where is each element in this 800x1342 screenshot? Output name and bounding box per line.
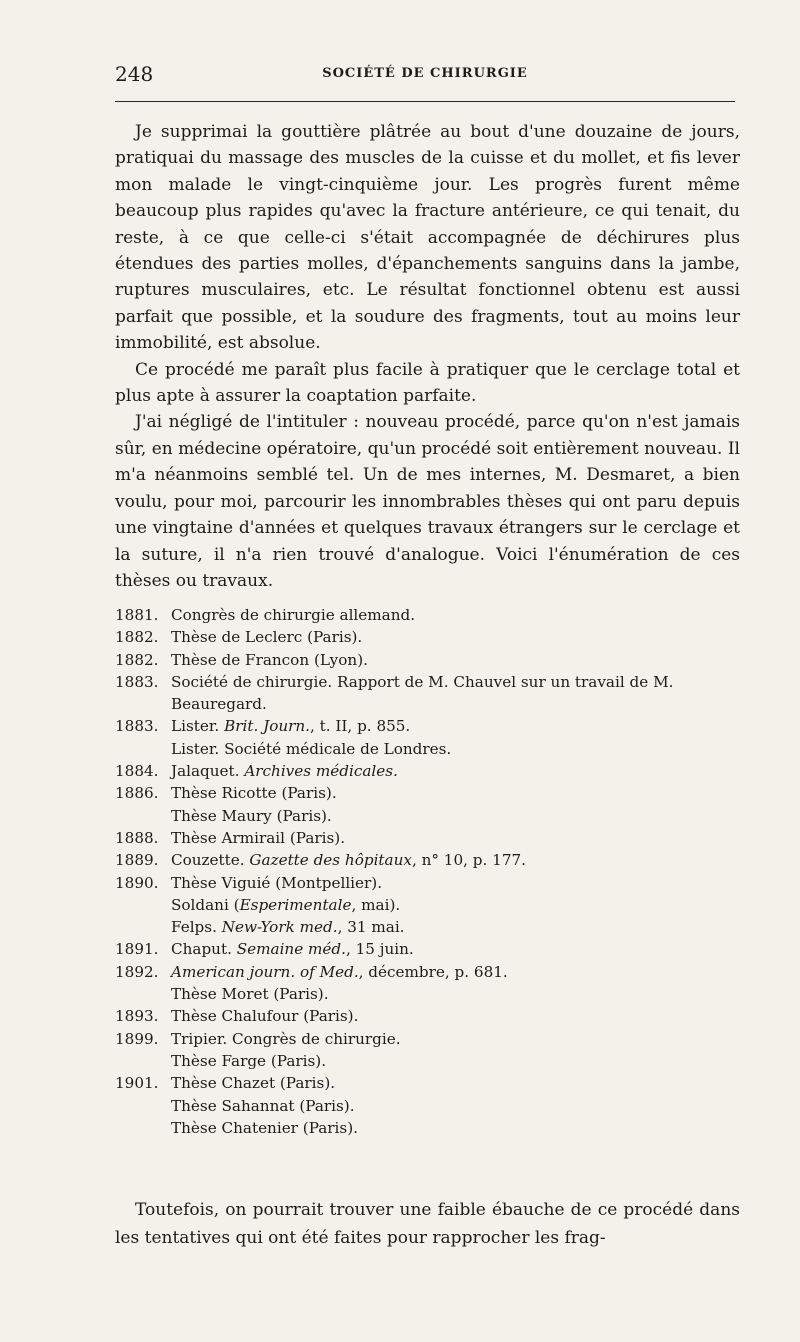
entry-text: Tripier. Congrès de chirurgie. [171,1029,401,1048]
entry-journal: American journ. of Med. [171,962,359,981]
entry-year: 1886. [115,784,159,803]
entry-text: Thèse Maury (Paris). [171,806,332,825]
entry-year: 1881. [115,606,159,624]
bibliography-entry [115,1072,745,1094]
entry-details: , 15 juin. [345,940,414,959]
entry-details: , décembre, p. 681. [358,962,508,981]
bibliography-entry [115,983,745,1005]
entry-text: Thèse Ricotte (Paris). [171,784,337,803]
entry-journal: Archives médicales. [244,762,398,781]
bibliography-entry [115,626,745,648]
header-rule [115,101,735,102]
bibliography-entry [115,872,745,894]
entry-details: , mai). [351,895,401,914]
entry-text: Thèse de Francon (Lyon). [171,650,368,669]
bibliography-entry [115,671,745,716]
body-text [115,119,740,594]
entry-text: Lister. [171,717,225,736]
entry-text: Couzette. [171,851,250,870]
entry-journal: Semaine méd. [236,940,346,959]
entry-year: 1891. [115,940,159,959]
entry-journal: Esperimentale [239,895,352,914]
entry-year: 1882. [115,650,159,669]
bibliography-entry [115,1117,745,1139]
entry-year: 1901. [115,1074,159,1093]
bibliography-entry [115,894,745,916]
entry-text: Société de chirurgie. Rapport de M. Chauvel sur un travail de M. Beauregard. [171,672,674,714]
entry-text: Thèse Moret (Paris). [171,985,329,1004]
entry-text: Thèse de Leclerc (Paris). [171,628,363,647]
bibliography-entry [115,805,745,827]
paragraph: Je supprimai la gouttière plâtrée au bout d'une douzaine de jours, pratiquai du massage des muscles de la cuisse et du mollet, et fis lever mon malade le vingt-cinquième jour. Les progrès furent même beaucoup plus rapides qu'avec la fracture antérieure, ce qui tenait, du reste, à ce que celle-ci s'était accompagnée de déchirures plus étendues des parties molles, d'épanchements sanguins dans la jambe, ruptures musculaires, etc. Le résultat fonctionnel obtenu est aussi parfait que possible, et la soudure des fragments, tout au moins leur immobilité, est absolue. [115,122,740,354]
running-title: SOCIÉTÉ DE CHIRURGIE [322,66,528,81]
entry-year: 1893. [115,1007,159,1026]
entry-text: Lister. Société médicale de Londres. [171,739,452,758]
entry-text: Chaput. [171,940,237,959]
bibliography-entry [115,849,745,871]
entry-year: 1884. [115,762,159,781]
entry-journal: Gazette des hôpitaux [249,851,412,870]
entry-details: , n° 10, p. 177. [411,851,526,870]
bibliography-entry [115,1005,745,1027]
bibliography-entry [115,916,745,938]
bibliography-entry [115,738,745,760]
entry-text: Soldani ( [171,895,240,914]
entry-text: Congrès de chirurgie allemand. [171,606,416,624]
entry-year: 1892. [115,962,159,981]
bibliography-entry [115,961,745,983]
entry-year: 1883. [115,672,159,691]
entry-journal: Brit. Journ. [224,717,310,736]
entry-text: Jalaquet. [171,762,245,781]
bibliography-entry [115,782,745,804]
bibliography-entry [115,760,745,782]
entry-details: , 31 mai. [337,918,405,937]
bibliography-entry [115,604,745,626]
bibliography-entry [115,649,745,671]
entry-text: Thèse Viguié (Montpellier). [171,873,383,892]
entry-text: Thèse Chalufour (Paris). [171,1007,359,1026]
entry-text: Thèse Farge (Paris). [171,1051,327,1070]
bibliography-entry [115,1050,745,1072]
entry-year: 1883. [115,717,159,736]
entry-text: Thèse Armirail (Paris). [171,828,346,847]
entry-year: 1899. [115,1029,159,1048]
closing-paragraph: Toutefois, on pourrait trouver une faible ébauche de ce procédé dans les tentatives qui ont été faites pour rapprocher les frag- [115,1200,740,1248]
paragraph: J'ai négligé de l'intituler : nouveau procédé, parce qu'on n'est jamais sûr, en médecine opératoire, qu'un procédé soit entièrement nouveau. Il m'a néanmoins semblé tel. Un de mes internes, M. Desmaret, a bien voulu, pour moi, parcourir les innombrables thèses qui ont paru depuis une vingtaine d'années et quelques travaux étrangers sur le cerclage et la suture, il n'a rien trouvé d'analogue. Voici l'énumération de ces thèses ou travaux. [115,412,740,591]
entry-year: 1890. [115,873,159,892]
entry-text: Thèse Chatenier (Paris). [171,1118,358,1137]
bibliography-entry [115,827,745,849]
bibliography-entry [115,1028,745,1050]
entry-text: Thèse Sahannat (Paris). [171,1096,355,1115]
bibliography-entry [115,1095,745,1117]
bibliography-entry [115,715,745,737]
entry-text: Thèse Chazet (Paris). [171,1074,336,1093]
entry-details: , t. II, p. 855. [310,717,411,736]
entry-text: Felps. [171,918,222,937]
entry-year: 1888. [115,828,159,847]
paragraph: Ce procédé me paraît plus facile à pratiquer que le cerclage total et plus apte à assurer la coaptation parfaite. [115,359,740,407]
entry-journal: New-York med. [221,918,338,937]
entry-year: 1889. [115,851,159,870]
page-number: 248 [115,62,154,86]
page-header [115,60,735,90]
entry-year: 1882. [115,628,159,647]
bibliography-entry [115,938,745,960]
bibliography-list [115,604,745,1139]
